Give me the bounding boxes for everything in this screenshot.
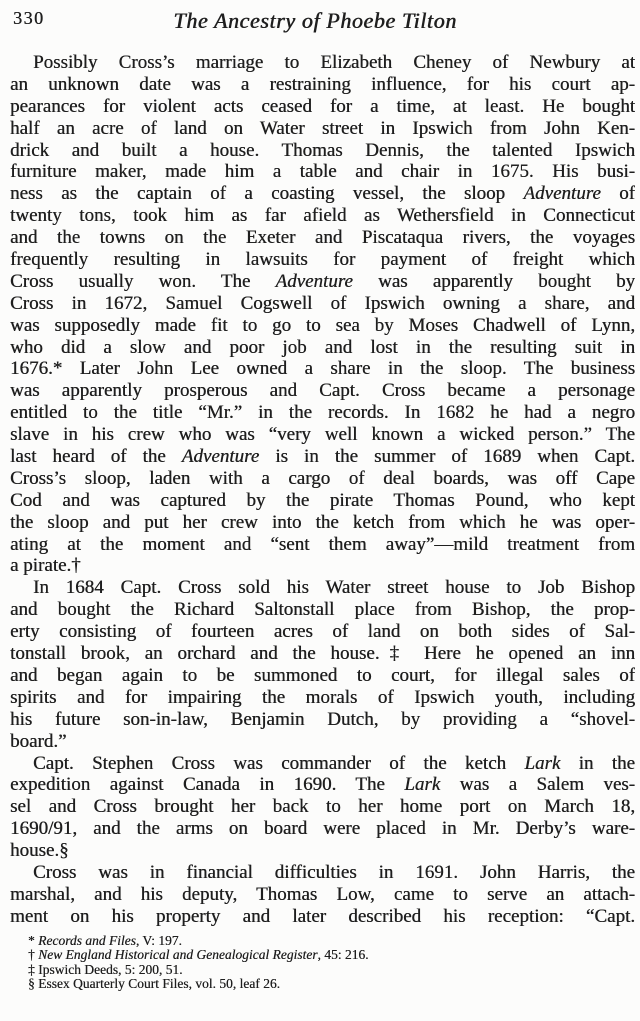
text-line [10,577,635,599]
text-segment: ‡ Ipswich Deeds, 5: 200, 51. [28,962,183,977]
italic-text: New England Historical and Genealogical Register [38,948,318,963]
text-segment: frequently resulting in lawsuits for payment of freight which [10,249,635,271]
text-line [10,709,635,731]
text-segment: of [600,183,635,205]
paragraph [10,577,635,752]
footnote [28,963,632,977]
text-line [10,840,635,862]
text-line [10,402,635,424]
text-segment: 1676.* Later John Lee owned a share in the sloop. The business [10,358,635,380]
text-line [10,731,635,753]
text-line [10,358,635,380]
text-segment: In 1684 Capt. Cross sold his Water street house to Job Bishop [33,577,635,599]
text-segment: Cod and was captured by the pirate Thomas Pound, who kept [10,489,635,511]
text-segment: board.” [10,730,67,752]
running-title: The Ancestry of Phoebe Tilton [173,8,457,33]
text-line [10,796,635,818]
text-segment: entitled to the title “Mr.” in the records. In 1682 he had a negro [10,402,635,424]
text-line [10,534,635,556]
text-segment: was supposedly made fit to go to sea by Moses Chadwell of Lynn, [10,314,635,336]
text-segment: and bought the Richard Saltonstall place from Bishop, the prop- [10,599,635,621]
text-line [10,490,635,512]
italic-text: Adventure [181,446,260,468]
text-segment: last heard of the [10,446,182,468]
text-segment: in the [560,752,635,774]
text-segment: Cross in 1672, Samuel Cogswell of Ipswich owning a share, and [10,292,635,314]
text-segment: was apparently bought by [352,270,635,292]
text-line [10,512,635,534]
paragraph [10,753,635,862]
text-line [10,118,635,140]
text-segment: sel and Cross brought her back to her home port on March 18, [10,796,635,818]
footnote [28,977,632,991]
text-line [10,140,635,162]
footnote [28,934,632,948]
text-segment: § Essex Quarterly Court Files, vol. 50, leaf 26. [28,977,280,992]
text-segment: furniture maker, made him a table and chair in 1675. His busi- [10,161,635,183]
text-segment: Cross’s sloop, laden with a cargo of deal boards, was off Cape [10,467,635,489]
text-segment: Possibly Cross’s marriage to Elizabeth Cheney of Newbury at [33,52,635,73]
text-line [10,884,635,906]
text-line [10,643,635,665]
italic-text: Lark [524,752,561,774]
text-segment: marshal, and his deputy, Thomas Low, came to serve an attach- [10,883,635,905]
text-segment: slave in his crew who was “very well known a wicked person.” The [10,424,635,446]
body-text [10,52,635,928]
text-segment: 1690/91, and the arms on board were placed in Mr. Derby’s ware- [10,818,635,840]
text-line [10,380,635,402]
text-line [10,555,635,577]
text-segment: house.§ [10,840,69,862]
text-segment: an unknown date was a restraining influence, for his court ap- [10,73,635,95]
paragraph [10,52,635,577]
text-segment: expedition against Canada in 1690. The [10,774,405,796]
footnote [28,948,632,962]
text-line [10,753,635,775]
text-segment: , V: 197. [135,934,182,948]
text-segment: tonstall brook, an orchard and the house.‡ Here he opened an inn [10,643,635,665]
text-segment: ating at the moment and “sent them away”—mild treatment from [10,533,635,555]
text-line [10,96,635,118]
text-line [10,315,635,337]
text-segment: spirits and for impairing the morals of Ipswich youth, including [10,686,635,708]
text-line [10,665,635,687]
text-segment: was apparently prosperous and Capt. Cross became a personage [10,380,635,402]
text-line [10,337,635,359]
text-segment: and the towns on the Exeter and Piscataqua rivers, the voyages [10,227,635,249]
text-segment: * [28,934,39,948]
text-segment: who did a slow and poor job and lost in the resulting suit in [10,336,635,358]
text-segment: half an acre of land on Water street in Ipswich from John Ken- [10,117,635,139]
text-segment: his future son-in-law, Benjamin Dutch, by providing a “shovel- [10,708,635,730]
text-segment: Cross usually won. The [10,270,276,292]
text-segment: drick and built a house. Thomas Dennis, the talented Ipswich [10,139,635,161]
text-segment: , 45: 216. [317,948,369,963]
page-header [0,0,640,48]
text-line [10,774,635,796]
italic-text: Adventure [523,183,601,205]
text-line [10,74,635,96]
text-segment: ment on his property and later described his reception: “Capt. [10,905,635,927]
text-line [10,271,635,293]
text-line [10,621,635,643]
text-segment: is in the summer of 1689 when Capt. [259,446,635,468]
text-line [10,161,635,183]
footnotes [28,934,632,992]
text-segment: was a Salem ves- [440,774,635,796]
text-segment: twenty tons, took him as far afield as Wethersfield in Connecticut [10,205,635,227]
italic-text: Adventure [275,270,353,292]
text-segment: and began again to be summoned to court, for illegal sales of [10,664,635,686]
text-line [10,468,635,490]
text-line [10,227,635,249]
text-segment: a pirate.† [10,555,81,577]
text-line [10,906,635,928]
text-segment: erty consisting of fourteen acres of land on both sides of Sal- [10,621,635,643]
text-line [10,293,635,315]
text-line [10,862,635,884]
text-line [10,424,635,446]
text-line [10,249,635,271]
italic-text: Lark [404,774,441,796]
text-line [10,183,635,205]
text-segment: the sloop and put her crew into the ketch from which he was oper- [10,511,635,533]
text-line [10,52,635,74]
text-segment: Capt. Stephen Cross was commander of the ketch [33,752,525,774]
text-segment: Cross was in financial difficulties in 1691. John Harris, the [33,861,635,883]
page-number: 330 [13,8,45,28]
text-segment: ness as the captain of a coasting vessel, the sloop [10,183,524,205]
text-segment: † [28,948,39,963]
text-line [10,446,635,468]
text-line [10,687,635,709]
text-line [10,205,635,227]
text-segment: pearances for violent acts ceased for a time, at least. He bought [10,95,635,117]
text-line [10,599,635,621]
italic-text: Records and Files [38,934,136,948]
text-line [10,818,635,840]
paragraph [10,862,635,928]
